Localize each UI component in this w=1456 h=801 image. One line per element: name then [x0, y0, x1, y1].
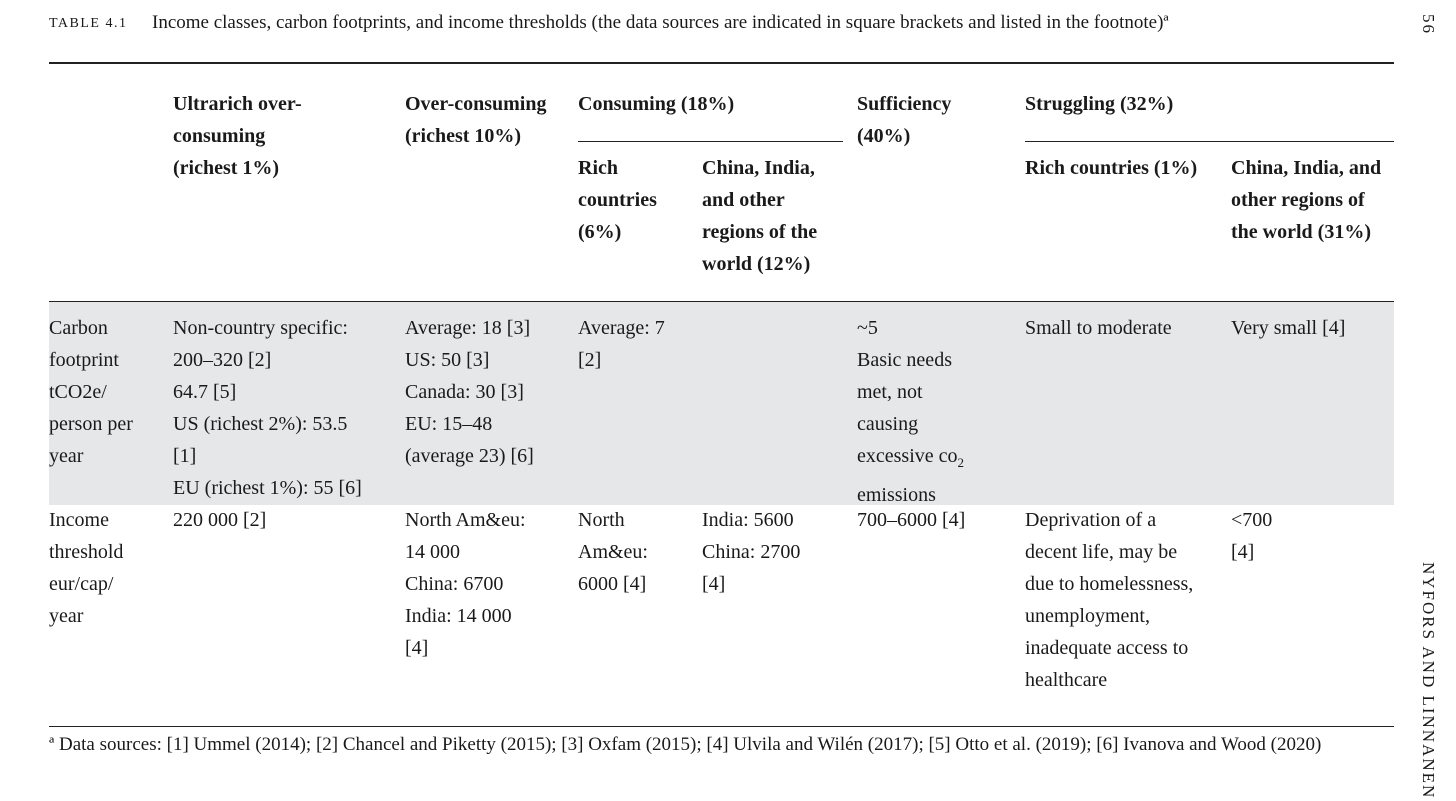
cell-carbon-consuming-rich: Average: 7 [2] [578, 317, 665, 371]
header-struggling: Struggling (32%) [1025, 93, 1174, 115]
cell-income-overconsuming: North Am&eu: 14 000 China: 6700 India: 14 000 [4] [405, 509, 526, 659]
row-label-carbon: Carbon footprint tCO2e/ person per year [49, 317, 133, 467]
cell-income-sufficiency: 700–6000 [4] [857, 509, 966, 531]
cell-income-struggling-rich: Deprivation of a decent life, may be due to homelessness, unemployment, inadequate access to healthcare [1025, 509, 1194, 691]
table-label: TABLE 4.1 [49, 16, 128, 31]
page-number: 56 [1419, 14, 1438, 35]
header-struggling-other: China, India, and other regions of the world (31%) [1231, 157, 1382, 243]
header-overconsuming: Over-consuming (richest 10%) [405, 93, 547, 147]
cell-income-consuming-rich: North Am&eu: 6000 [4] [578, 509, 648, 595]
row-label-income: Income threshold eur/cap/ year [49, 509, 124, 627]
header-consuming: Consuming (18%) [578, 93, 735, 115]
table-caption: Income classes, carbon footprints, and income thresholds (the data sources are indicated in square brackets and listed in the footnote)ª [152, 12, 1169, 33]
consuming-rule [578, 141, 843, 142]
cell-income-consuming-other: India: 5600 China: 2700 [4] [702, 509, 801, 595]
header-sufficiency: Sufficiency (40%) [857, 93, 952, 147]
header-struggling-rich: Rich countries (1%) [1025, 157, 1198, 179]
header-consuming-rich: Rich countries (6%) [578, 157, 657, 243]
top-rule [49, 62, 1394, 64]
cell-income-ultrarich: 220 000 [2] [173, 509, 267, 531]
cell-carbon-overconsuming: Average: 18 [3] US: 50 [3] Canada: 30 [3] EU: 15–48 (average 23) [6] [405, 317, 534, 467]
header-ultrarich: Ultrarich over- consuming (richest 1%) [173, 93, 302, 179]
table-footnote: ª Data sources: [1] Ummel (2014); [2] Chancel and Piketty (2015); [3] Oxfam (2015); [4] Ulvila and Wilén (2017); [5] Otto et al. (2019); [6] Ivanova and Wood (2020) [49, 734, 1322, 755]
header-consuming-other: China, India, and other regions of the world (12%) [702, 157, 818, 275]
struggling-rule [1025, 141, 1394, 142]
running-head: NYFORS AND LINNANEN [1419, 562, 1438, 800]
cell-income-struggling-other: <700 [4] [1231, 509, 1273, 563]
bottom-rule [49, 726, 1394, 727]
cell-carbon-ultrarich: Non-country specific: 200–320 [2] 64.7 [5] US (richest 2%): 53.5 [1] EU (richest 1%): 55 [6] [173, 317, 362, 499]
cell-carbon-struggling-rich: Small to moderate [1025, 317, 1172, 339]
cell-carbon-sufficiency: ~5 Basic needs met, not causing excessive $co_2$ emissions [857, 317, 965, 506]
cell-carbon-struggling-other: Very small [4] [1231, 317, 1346, 339]
